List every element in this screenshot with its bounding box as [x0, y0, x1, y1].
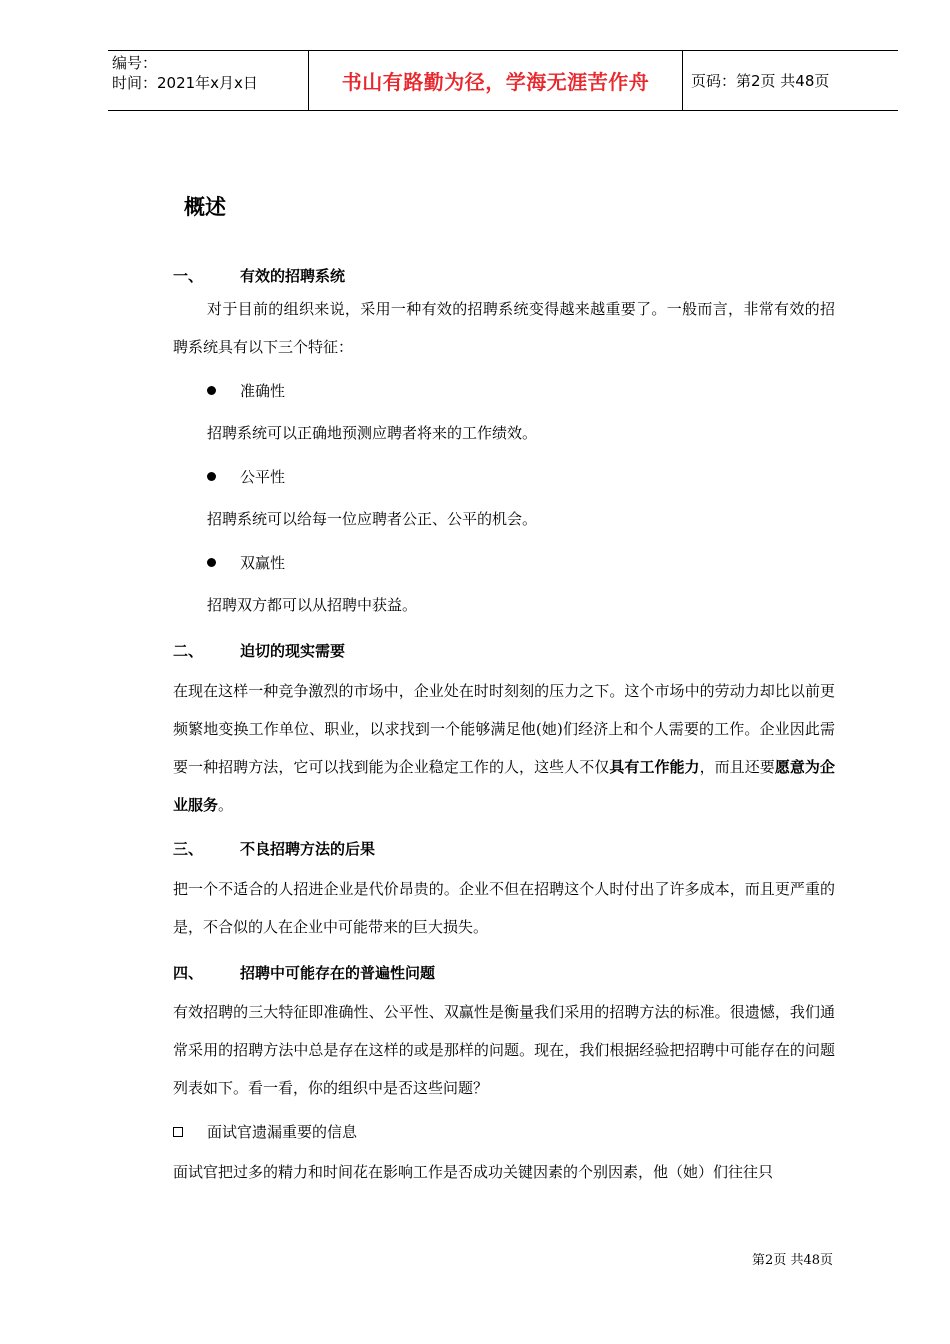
header-page-number: 页码：第2页 共48页: [691, 72, 830, 90]
page-header: [108, 50, 898, 111]
text-run: 。: [218, 796, 234, 814]
section-heading-3: [173, 838, 375, 859]
emphasis-text: 愿意为企业服务: [173, 758, 835, 814]
bullet-description: 招聘双方都可以从招聘中获益。: [207, 596, 418, 614]
section-title: 不良招聘方法的后果: [240, 840, 376, 858]
bullet-item: [207, 552, 285, 573]
bullet-icon: [207, 558, 216, 567]
section-number: 四、: [173, 964, 204, 982]
problem-label: 面试官遗漏重要的信息: [207, 1123, 358, 1141]
problem-item: [173, 1121, 357, 1142]
emphasis-text: 具有工作能力: [609, 758, 700, 776]
paragraph: 有效招聘的三大特征即准确性、公平性、双赢性是衡量我们采用的招聘方法的标准。很遗憾，我们通常采用的招聘方法中总是存在这样的或是那样的问题。现在，我们根据经验把招聘中可能存在的问题列表如下。看一看，你的组织中是否这些问题？: [173, 1003, 835, 1097]
bullet-icon: [207, 472, 216, 481]
section-heading-1: [173, 265, 345, 286]
section-number: 二、: [173, 642, 204, 660]
section-title: 有效的招聘系统: [240, 267, 346, 285]
paragraph: 把一个不适合的人招进企业是代价昂贵的。企业不但在招聘这个人时付出了许多成本，而且更严重的是，不合似的人在企业中可能带来的巨大损失。: [173, 880, 835, 936]
text-run: ，而且还要: [699, 758, 775, 776]
doc-time: 时间：2021年x月x日: [112, 74, 258, 92]
doc-code: 编号：: [112, 54, 158, 72]
paragraph: 对于目前的组织来说，采用一种有效的招聘系统变得越来越重要了。一般而言，非常有效的招聘系统具有以下三个特征：: [173, 300, 835, 356]
section-title: 招聘中可能存在的普遍性问题: [240, 964, 436, 982]
square-bullet-icon: [173, 1127, 183, 1137]
bullet-description: 招聘系统可以给每一位应聘者公正、公平的机会。: [207, 510, 538, 528]
section-title: 迫切的现实需要: [240, 642, 346, 660]
section-heading-2: [173, 640, 345, 661]
paragraph: 面试官把过多的精力和时间花在影响工作是否成功关键因素的个别因素，他（她）们往往只: [173, 1163, 774, 1181]
bullet-label: 双赢性: [240, 554, 286, 572]
page-footer: 第2页 共48页: [752, 1253, 833, 1268]
bullet-item: [207, 380, 285, 401]
bullet-item: [207, 466, 285, 487]
section-heading-4: [173, 962, 435, 983]
page-title: 概述: [184, 195, 226, 219]
bullet-icon: [207, 386, 216, 395]
paragraph: [173, 672, 835, 824]
section-number: 一、: [173, 267, 204, 285]
bullet-description: 招聘系统可以正确地预测应聘者将来的工作绩效。: [207, 424, 538, 442]
bullet-label: 准确性: [240, 382, 286, 400]
header-motto: 书山有路勤为径，学海无涯苦作舟: [309, 51, 683, 110]
header-meta: [108, 51, 309, 110]
bullet-label: 公平性: [240, 468, 286, 486]
text-run: 在现在这样一种竞争激烈的市场中，企业处在时时刻刻的压力之下。这个市场中的劳动力却比以前更频繁地变换工作单位、职业，以求找到一个能够满足他(她)们经济上和个人需要的工作。企业因此需要一种招聘方法，它可以找到能为企业稳定工作的人，这些人不仅: [173, 682, 835, 776]
section-number: 三、: [173, 840, 204, 858]
